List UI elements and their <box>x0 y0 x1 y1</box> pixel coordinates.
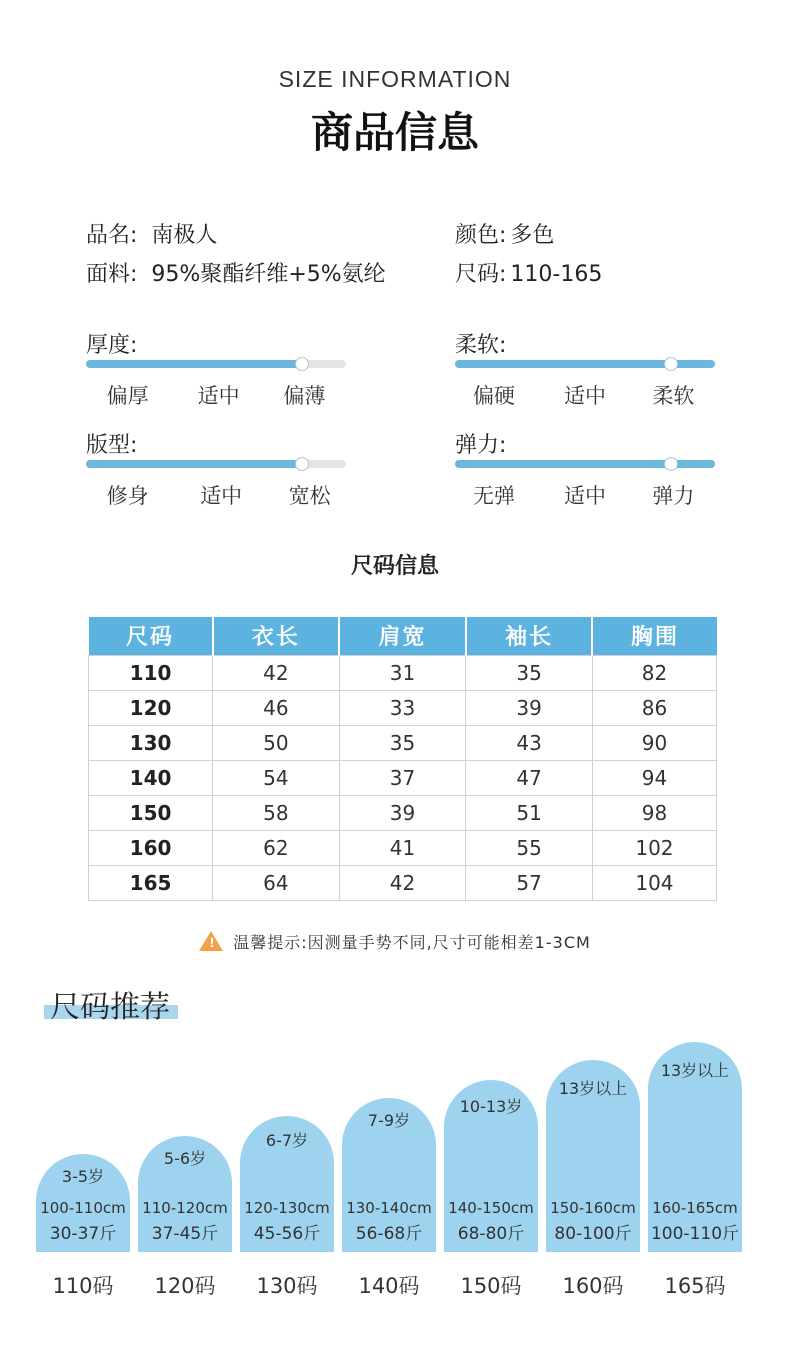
size-card-weight: 37-45斤 <box>151 1224 219 1244</box>
slider-thickness-track <box>86 360 346 368</box>
table-row <box>89 830 717 865</box>
slider-thickness <box>86 328 348 408</box>
slider-tick: 适中 <box>564 484 606 508</box>
size-code-label: 150码 <box>460 1274 522 1298</box>
size-card-age: 3-5岁 <box>61 1167 105 1186</box>
slider-softness-track <box>455 360 715 368</box>
size-card-height: 160-165cm <box>652 1199 738 1217</box>
size-card-height: 120-130cm <box>244 1199 330 1217</box>
table-cell: 90 <box>592 725 716 760</box>
size-card-150 <box>444 1080 538 1252</box>
size-card-height: 150-160cm <box>550 1199 636 1217</box>
table-cell: 35 <box>466 655 593 690</box>
info-name <box>86 218 217 249</box>
table-row <box>89 690 717 725</box>
size-card-weight: 45-56斤 <box>253 1224 321 1244</box>
size-code-label: 165码 <box>664 1274 726 1298</box>
info-size-value: 110-165 <box>510 262 603 287</box>
table-row <box>89 795 717 830</box>
slider-tick: 适中 <box>197 384 240 408</box>
col-header-shoulder: 肩宽 <box>339 617 466 655</box>
col-header-chest: 胸围 <box>592 617 716 655</box>
size-card-height: 140-150cm <box>448 1199 534 1217</box>
size-card-165 <box>648 1042 742 1252</box>
table-cell: 35 <box>339 725 466 760</box>
size-table-title: 尺码信息 <box>350 554 439 579</box>
slider-fit <box>86 428 348 508</box>
slider-tick: 偏厚 <box>106 384 149 408</box>
table-cell: 55 <box>466 830 593 865</box>
recommend-title: 尺码推荐 <box>50 990 170 1025</box>
size-code-label: 110码 <box>52 1274 114 1298</box>
size-table <box>88 617 717 901</box>
table-cell: 62 <box>213 830 340 865</box>
slider-tick: 无弹 <box>473 484 515 508</box>
slider-tick: 偏硬 <box>473 384 515 408</box>
col-header-size: 尺码 <box>89 617 213 655</box>
slider-tick: 柔软 <box>652 384 695 408</box>
slider-tick: 宽松 <box>288 484 331 508</box>
table-row <box>89 725 717 760</box>
slider-thickness-knob <box>295 357 309 371</box>
slider-tick: 弹力 <box>652 484 695 508</box>
col-header-length: 衣长 <box>213 617 340 655</box>
size-code-label: 120码 <box>154 1274 216 1298</box>
slider-fit-fill <box>86 460 302 468</box>
info-color-label: 颜色: <box>455 223 507 248</box>
info-size-label: 尺码: <box>455 262 507 287</box>
table-cell: 94 <box>592 760 716 795</box>
info-fabric <box>86 257 386 288</box>
table-cell: 98 <box>592 795 716 830</box>
slider-elasticity-track <box>455 460 715 468</box>
table-cell: 160 <box>89 830 213 865</box>
slider-fit-knob <box>295 457 309 471</box>
slider-tick: 适中 <box>200 484 243 508</box>
slider-fit-title: 版型: <box>86 433 138 458</box>
table-cell: 110 <box>89 655 213 690</box>
table-cell: 39 <box>466 690 593 725</box>
table-cell: 37 <box>339 760 466 795</box>
table-cell: 58 <box>213 795 340 830</box>
table-cell: 54 <box>213 760 340 795</box>
slider-tick: 偏薄 <box>283 384 326 408</box>
table-cell: 104 <box>592 865 716 900</box>
size-card-age: 7-9岁 <box>367 1111 411 1130</box>
size-card-110 <box>36 1154 130 1252</box>
slider-elasticity <box>455 428 717 508</box>
size-card-130 <box>240 1116 334 1252</box>
table-cell: 42 <box>339 865 466 900</box>
size-card-height: 110-120cm <box>142 1199 228 1217</box>
table-cell: 130 <box>89 725 213 760</box>
table-cell: 102 <box>592 830 716 865</box>
size-code-label: 160码 <box>562 1274 624 1298</box>
size-card-age: 13岁以上 <box>558 1079 628 1098</box>
size-card-age: 5-6岁 <box>163 1149 207 1168</box>
table-row <box>89 655 717 690</box>
info-fabric-label: 面料: <box>86 262 138 287</box>
measurement-tip <box>0 930 790 953</box>
size-card-140 <box>342 1098 436 1252</box>
info-fabric-value: 95%聚酯纤维+5%氨纶 <box>151 262 386 287</box>
table-cell: 39 <box>339 795 466 830</box>
table-cell: 86 <box>592 690 716 725</box>
table-cell: 150 <box>89 795 213 830</box>
table-cell: 140 <box>89 760 213 795</box>
size-card-120 <box>138 1136 232 1252</box>
table-cell: 50 <box>213 725 340 760</box>
header-en-title: SIZE INFORMATION <box>278 66 512 92</box>
measurement-tip-text: 温馨提示:因测量手势不同,尺寸可能相差1-3CM <box>233 933 591 952</box>
size-card-weight: 68-80斤 <box>457 1224 525 1244</box>
size-card-age: 6-7岁 <box>265 1131 309 1150</box>
size-card-age: 10-13岁 <box>459 1097 523 1116</box>
table-cell: 51 <box>466 795 593 830</box>
table-row <box>89 865 717 900</box>
slider-elasticity-knob <box>664 457 678 471</box>
table-cell: 120 <box>89 690 213 725</box>
size-card-age: 13岁以上 <box>660 1061 730 1080</box>
table-cell: 43 <box>466 725 593 760</box>
slider-softness <box>455 328 717 408</box>
size-card-weight: 80-100斤 <box>554 1224 632 1244</box>
size-card-weight: 100-110斤 <box>650 1224 740 1244</box>
slider-fit-track <box>86 460 346 468</box>
slider-thickness-fill <box>86 360 302 368</box>
info-name-value: 南极人 <box>151 223 218 248</box>
table-cell: 42 <box>213 655 340 690</box>
table-cell: 57 <box>466 865 593 900</box>
info-color-value: 多色 <box>510 223 555 248</box>
table-cell: 64 <box>213 865 340 900</box>
slider-tick: 修身 <box>106 484 149 508</box>
table-cell: 33 <box>339 690 466 725</box>
table-row <box>89 760 717 795</box>
table-cell: 46 <box>213 690 340 725</box>
info-color <box>455 218 554 249</box>
size-table-header-row <box>89 617 717 655</box>
size-code-label: 130码 <box>256 1274 318 1298</box>
size-card-weight: 56-68斤 <box>355 1224 423 1244</box>
table-cell: 82 <box>592 655 716 690</box>
slider-softness-knob <box>664 357 678 371</box>
col-header-sleeve: 袖长 <box>466 617 593 655</box>
size-card-weight: 30-37斤 <box>49 1224 117 1244</box>
slider-tick: 适中 <box>564 384 606 408</box>
info-name-label: 品名: <box>86 223 138 248</box>
table-cell: 47 <box>466 760 593 795</box>
info-size <box>455 257 602 288</box>
size-code-label: 140码 <box>358 1274 420 1298</box>
size-card-160 <box>546 1060 640 1252</box>
header-cn-title: 商品信息 <box>310 108 479 157</box>
size-card-height: 130-140cm <box>346 1199 432 1217</box>
table-cell: 41 <box>339 830 466 865</box>
slider-softness-title: 柔软: <box>455 333 507 358</box>
table-cell: 165 <box>89 865 213 900</box>
slider-thickness-title: 厚度: <box>86 333 138 358</box>
size-card-height: 100-110cm <box>40 1199 126 1217</box>
warning-icon: ! <box>199 931 223 951</box>
table-cell: 31 <box>339 655 466 690</box>
slider-elasticity-title: 弹力: <box>455 433 507 458</box>
